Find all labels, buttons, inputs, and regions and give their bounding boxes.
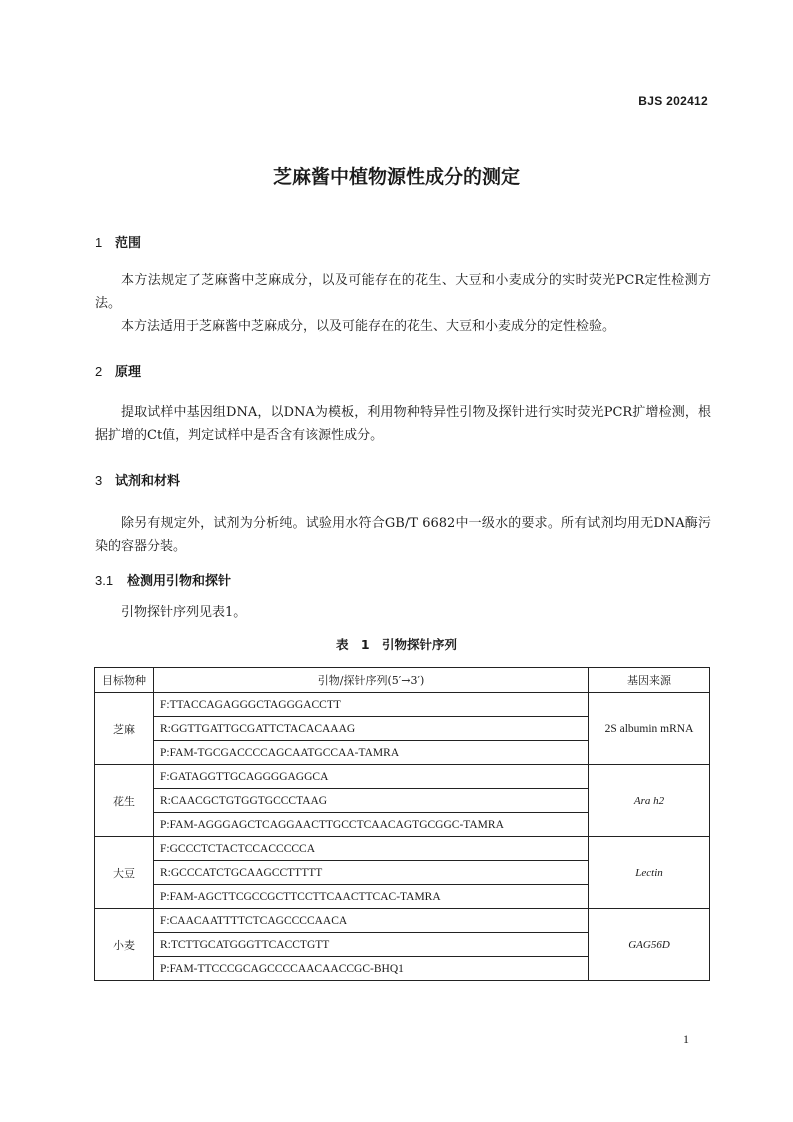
- gene-cell: Ara h2: [589, 765, 710, 837]
- table-row: [95, 765, 710, 789]
- section-number: 2: [95, 364, 103, 379]
- table-row: [95, 909, 710, 933]
- sequence-cell: P:FAM-TGCGACCCCAGCAATGCCAA-TAMRA: [154, 741, 589, 765]
- table-header-row: [95, 668, 710, 693]
- sequence-cell: R:GGTTGATTGCGATTCTACACAAAG: [154, 717, 589, 741]
- section-3-1-paragraph-1: 引物探针序列见表1。: [121, 605, 247, 620]
- header-gene-source: 基因来源: [589, 668, 710, 693]
- section-1-paragraph-1: 本方法规定了芝麻酱中芝麻成分，以及可能存在的花生、大豆和小麦成分的实时荧光PCR定性检测方法。: [95, 273, 711, 311]
- species-cell: 花生: [95, 765, 154, 837]
- species-cell: 芝麻: [95, 693, 154, 765]
- primer-probe-table: [94, 667, 710, 981]
- table-caption: 表 1 引物探针序列: [336, 637, 457, 652]
- section-1-heading: [95, 232, 141, 251]
- section-title: 检测用引物和探针: [127, 574, 232, 589]
- table-row: [95, 693, 710, 717]
- sequence-cell: R:GCCCATCTGCAAGCCTTTTT: [154, 861, 589, 885]
- section-number: 3: [95, 473, 103, 488]
- section-title: 试剂和材料: [115, 474, 181, 489]
- sequence-cell: R:TCTTGCATGGGTTCACCTGTT: [154, 933, 589, 957]
- section-title: 原理: [115, 365, 142, 380]
- section-1-paragraph-2: 本方法适用于芝麻酱中芝麻成分，以及可能存在的花生、大豆和小麦成分的定性检验。: [121, 319, 616, 334]
- sequence-cell: F:TTACCAGAGGGCTAGGGACCTT: [154, 693, 589, 717]
- sequence-cell: P:FAM-AGGGAGCTCAGGAACTTGCCTCAACAGTGCGGC-TAMRA: [154, 813, 589, 837]
- gene-cell: Lectin: [589, 837, 710, 909]
- section-3-paragraph-1: 除另有规定外，试剂为分析纯。试验用水符合GB/T 6682中一级水的要求。所有试剂均用无DNA酶污染的容器分装。: [95, 516, 711, 554]
- header-sequence: 引物/探针序列(5′→3′): [154, 668, 589, 693]
- section-3-heading: [95, 470, 180, 489]
- sequence-cell: F:GCCCTCTACTCCACCCCCA: [154, 837, 589, 861]
- section-number: 3.1: [95, 573, 114, 588]
- header-species: 目标物种: [95, 668, 154, 693]
- section-number: 1: [95, 235, 103, 250]
- sequence-cell: F:GATAGGTTGCAGGGGAGGCA: [154, 765, 589, 789]
- page-title: 芝麻酱中植物源性成分的测定: [272, 166, 520, 188]
- section-3-1-heading: [95, 570, 231, 589]
- sequence-cell: F:CAACAATTTTCTCAGCCCCAACA: [154, 909, 589, 933]
- sequence-cell: P:FAM-TTCCCGCAGCCCCAACAACCGC-BHQ1: [154, 957, 589, 981]
- sequence-cell: P:FAM-AGCTTCGCCGCTTCCTTCAACTTCAC-TAMRA: [154, 885, 589, 909]
- gene-cell: 2S albumin mRNA: [589, 693, 710, 765]
- section-2-paragraph-1: 提取试样中基因组DNA，以DNA为模板，利用物种特异性引物及探针进行实时荧光PCR扩增检测，根据扩增的Ct值，判定试样中是否含有该源性成分。: [95, 405, 711, 443]
- section-title: 范围: [115, 236, 142, 251]
- document-code: BJS 202412: [638, 94, 708, 108]
- gene-cell: GAG56D: [589, 909, 710, 981]
- species-cell: 小麦: [95, 909, 154, 981]
- species-cell: 大豆: [95, 837, 154, 909]
- section-2-heading: [95, 361, 141, 380]
- page-number: 1: [683, 1032, 689, 1046]
- table-row: [95, 837, 710, 861]
- sequence-cell: R:CAACGCTGTGGTGCCCTAAG: [154, 789, 589, 813]
